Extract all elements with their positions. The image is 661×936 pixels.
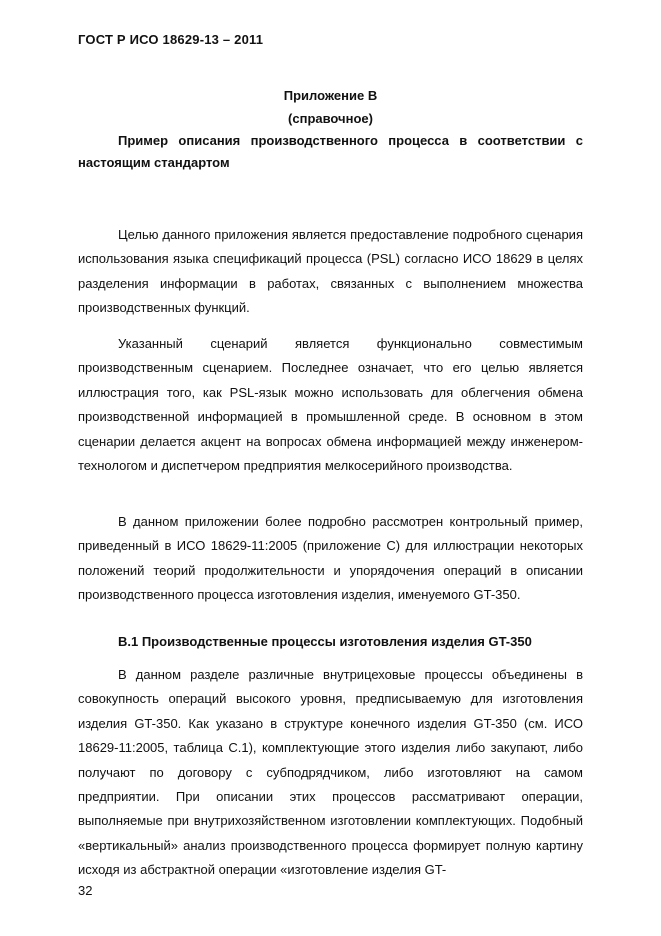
document-header: ГОСТ Р ИСО 18629-13 – 2011 <box>78 32 264 47</box>
annex-title: Приложение В <box>283 88 378 103</box>
annex-heading: Пример описания производственного процесса в соответствии с настоящим стандартом <box>78 133 583 170</box>
annex-type: (справочное) <box>288 111 373 126</box>
paragraph-purpose: Целью данного приложения является предоставление подробного сценария использования языка спецификаций процесса (PSL) согласно ИСО 18629 в целях разделения информации в работах, связанных с выполнением множества производственных функций. <box>78 227 583 316</box>
paragraph-section-body: В данном разделе различные внутрицеховые процессы объединены в совокупность операций высокого уровня, предписываемую для изготовления изделия GT-350. Как указано в структуре конечного изделия GT-350 (см. ИСО 18629-11:2005, таблица С.1), комплектующие этого изделия либо закупают, либо получают по договору с субподрядчиком, либо изготовляют на самом предприятии. При описании этих процессов рассматривают операции, выполняемые при внутрихозяйственном изготовлении комплектующих. Подобный «вертикальный» анализ производственного процесса формирует полную картину исходя из абстрактной операции «изготовление изделия GT- <box>78 667 583 878</box>
paragraph-example: В данном приложении более подробно рассмотрен контрольный пример, приведенный в ИСО 18629-11:2005 (приложение С) для иллюстрации некоторых положений теорий продолжительности и упорядочения операций в описании производственного процесса изготовления изделия, именуемого GT-350. <box>78 514 583 603</box>
paragraph-scenario: Указанный сценарий является функционально совместимым производственным сценарием. Последнее означает, что его целью является иллюстрация того, как PSL-язык можно использовать для облегчения обмена производственной информацией в промышленной среде. В основном в этом сценарии делается акцент на вопросах обмена информацией между инженером-технологом и диспетчером предприятия мелкосерийного производства. <box>78 336 583 474</box>
section-heading: В.1 Производственные процессы изготовления изделия GT-350 <box>118 634 532 649</box>
page-number: 32 <box>78 883 93 898</box>
